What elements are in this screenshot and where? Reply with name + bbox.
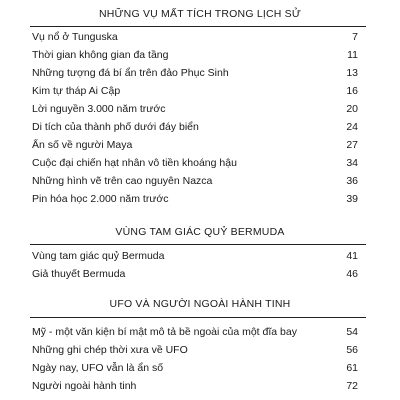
toc-entry	[30, 101, 360, 117]
entry-label: Ẩn số về người Maya	[32, 139, 133, 151]
toc-entry	[30, 155, 360, 171]
entry-label: Những tượng đá bí ẩn trên đảo Phục Sinh	[32, 67, 229, 79]
entry-label: Vụ nổ ở Tunguska	[32, 31, 118, 43]
entry-page-number: 72	[346, 380, 358, 392]
toc-entry	[30, 137, 360, 153]
entry-label: Những ghi chép thời xưa về UFO	[32, 344, 188, 356]
entry-page-number: 24	[346, 121, 358, 133]
section-divider	[30, 26, 366, 27]
entry-page-number: 61	[346, 362, 358, 374]
toc-entry	[30, 360, 360, 376]
entry-page-number: 39	[346, 193, 358, 205]
entry-label: Di tích của thành phố dưới đáy biển	[32, 121, 199, 133]
toc-entry	[30, 342, 360, 358]
entry-label: Vùng tam giác quỷ Bermuda	[32, 250, 165, 262]
entry-page-number: 46	[346, 268, 358, 280]
section-divider	[30, 317, 366, 318]
entry-label: Lời nguyền 3.000 năm trước	[32, 103, 166, 115]
entry-page-number: 27	[346, 139, 358, 151]
entry-label: Kim tự tháp Ai Cập	[32, 85, 121, 97]
entry-label: Cuộc đại chiến hạt nhân vô tiền khoáng hậu	[32, 157, 237, 169]
toc-entry	[30, 29, 360, 45]
entry-page-number: 20	[346, 103, 358, 115]
section-title: NHỮNG VỤ MẤT TÍCH TRONG LỊCH SỬ	[98, 8, 302, 20]
section-title: VÙNG TAM GIÁC QUỶ BERMUDA	[115, 226, 285, 238]
entry-page-number: 36	[346, 175, 358, 187]
entry-page-number: 16	[346, 85, 358, 97]
entry-label: Giả thuyết Bermuda	[32, 268, 126, 280]
toc-entry	[30, 191, 360, 207]
toc-entry	[30, 83, 360, 99]
entry-page-number: 54	[346, 326, 358, 338]
entry-page-number: 11	[347, 49, 358, 61]
entry-label: Ngày nay, UFO vẫn là ẩn số	[32, 362, 164, 374]
toc-entry	[30, 378, 360, 394]
entry-page-number: 34	[346, 157, 358, 169]
entry-page-number: 13	[346, 67, 358, 79]
toc-entry	[30, 248, 360, 264]
entry-label: Thời gian không gian đa tầng	[32, 49, 169, 61]
entry-label: Những hình vẽ trên cao nguyên Nazca	[32, 175, 213, 187]
toc-entry	[30, 266, 360, 282]
toc-entry	[30, 173, 360, 189]
entry-label: Mỹ - một văn kiện bí mật mô tả bề ngoài của một đĩa bay	[32, 326, 297, 338]
entry-label: Người ngoài hành tinh	[32, 380, 137, 392]
toc-entry	[30, 119, 360, 135]
entry-page-number: 56	[346, 344, 358, 356]
section-divider	[30, 244, 366, 245]
entry-page-number: 41	[346, 250, 358, 262]
entry-label: Pin hóa học 2.000 năm trước	[32, 193, 169, 205]
section-title: UFO VÀ NGƯỜI NGOÀI HÀNH TINH	[109, 298, 291, 310]
toc-entry	[30, 47, 360, 63]
toc-entry	[30, 65, 360, 81]
entry-page-number: 7	[352, 31, 358, 43]
toc-entry	[30, 324, 360, 340]
